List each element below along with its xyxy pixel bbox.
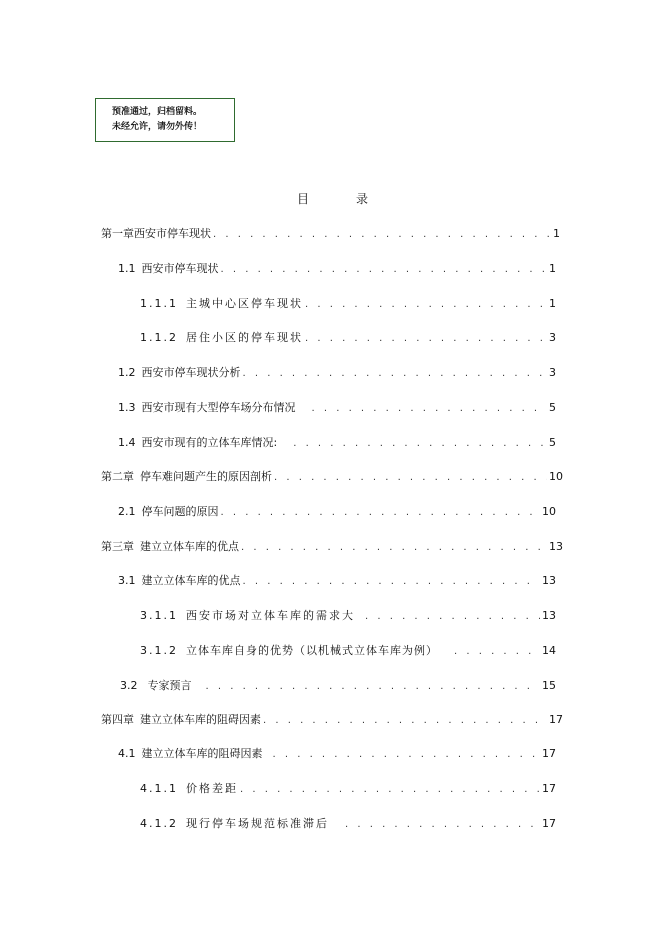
toc-entry-number: 1.1.1 — [140, 297, 178, 310]
toc-entry-title: 西安市停车现状 — [141, 262, 219, 275]
toc-entry-page: 13 — [542, 574, 556, 587]
toc-entry-title: 建立立体车库的阻碍因素 — [141, 747, 263, 760]
toc-entry-4-1[interactable] — [118, 746, 556, 762]
toc-entry-number: 3.1 — [118, 574, 136, 587]
toc-entry-page: 1 — [549, 297, 556, 310]
toc-dot-leader — [345, 818, 540, 832]
toc-entry-page: 13 — [549, 540, 563, 553]
toc-entry-page: 3 — [549, 366, 556, 379]
toc-entry-page: 17 — [549, 713, 563, 726]
toc-dot-leader — [241, 541, 547, 555]
toc-dot-leader — [305, 298, 547, 312]
toc-entry-title: 建立立体车库的优点 — [140, 540, 239, 553]
toc-entry-chapter-4[interactable] — [101, 712, 563, 728]
toc-entry-title: 停车问题的原因 — [141, 505, 219, 518]
toc-entry-page: 5 — [549, 436, 556, 449]
toc-entry-page: 17 — [542, 782, 556, 795]
toc-entry-chapter-2[interactable] — [101, 469, 563, 485]
toc-entry-number: 4.1.1 — [140, 782, 178, 795]
toc-dot-leader — [263, 714, 547, 728]
toc-entry-page: 14 — [542, 644, 556, 657]
toc-entry-3-1[interactable] — [118, 573, 556, 589]
toc-dot-leader — [273, 748, 541, 762]
toc-entry-page: 17 — [542, 747, 556, 760]
toc-entry-number: 3.1.2 — [140, 644, 178, 657]
toc-entry-page: 15 — [542, 679, 556, 692]
toc-entry-page: 13 — [542, 609, 556, 622]
toc-entry-1-4[interactable] — [118, 435, 556, 451]
toc-entry-3-2[interactable] — [120, 678, 556, 694]
toc-title-left: 目 — [297, 192, 310, 206]
toc-entry-page: 5 — [549, 401, 556, 414]
toc-dot-leader — [221, 263, 548, 277]
toc-entry-page: 10 — [542, 505, 556, 518]
toc-dot-leader — [243, 575, 541, 589]
toc-entry-title: 现行停车场规范标准滞后 — [186, 817, 329, 830]
toc-entry-title: 西安市现有大型停车场分布情况 — [141, 401, 296, 414]
toc-entry-number: 2.1 — [118, 505, 136, 518]
toc-entry-title: 西安市停车现状分析 — [141, 366, 241, 379]
toc-entry-number: 1.3 — [118, 401, 136, 414]
toc-entry-number: 第三章 — [101, 540, 134, 553]
toc-dot-leader — [206, 680, 541, 694]
toc-entry-title: 建立立体车库的优点 — [141, 574, 241, 587]
toc-entry-title: 西安市现有的立体车库情况: — [141, 436, 278, 449]
toc-entry-title: 居住小区的停车现状 — [186, 331, 303, 344]
toc-entry-number: 3.1.1 — [140, 609, 178, 622]
toc-entry-title: 西安市停车现状 — [134, 227, 211, 240]
toc-entry-page: 10 — [549, 470, 563, 483]
toc-dot-leader — [454, 645, 540, 659]
toc-entry-title: 主城中心区停车现状 — [186, 297, 303, 310]
toc-entry-title: 西安市场对立体车库的需求大 — [186, 609, 355, 622]
toc-entry-number: 第二章 — [101, 470, 134, 483]
toc-dot-leader — [213, 228, 551, 242]
toc-entry-title: 停车难问题产生的原因剖析 — [140, 470, 272, 483]
toc-entry-page: 1 — [549, 262, 556, 275]
toc-entry-1-3[interactable] — [118, 400, 556, 416]
toc-entry-1-2[interactable] — [118, 365, 556, 381]
toc-entry-page: 1 — [553, 227, 560, 240]
toc-entry-1-1-2[interactable] — [140, 330, 556, 346]
toc-dot-leader — [221, 506, 541, 520]
toc-entry-4-1-2[interactable] — [140, 816, 556, 832]
toc-entry-page: 17 — [542, 817, 556, 830]
toc-entry-1-1[interactable] — [118, 261, 556, 277]
toc-title-right: 录 — [356, 192, 369, 206]
toc-entry-2-1[interactable] — [118, 504, 556, 520]
toc-entry-chapter-1[interactable] — [101, 226, 560, 242]
toc-dot-leader — [365, 610, 540, 624]
toc-entry-title: 立体车库自身的优势（以机械式立体车库为例） — [186, 644, 438, 657]
toc-entry-number: 1.2 — [118, 366, 136, 379]
toc-dot-leader — [312, 402, 548, 416]
toc-entry-title: 专家预言 — [147, 679, 192, 692]
toc-entry-3-1-2[interactable] — [140, 643, 556, 659]
toc-entry-title: 建立立体车库的阻碍因素 — [140, 713, 261, 726]
toc-dot-leader — [305, 332, 547, 346]
notice-line-1: 预准通过，归档留料。 — [112, 107, 203, 117]
toc-entry-page: 3 — [549, 331, 556, 344]
toc-entry-number: 1.4 — [118, 436, 136, 449]
toc-entry-number: 1.1 — [118, 262, 136, 275]
toc-entry-number: 4.1.2 — [140, 817, 178, 830]
toc-dot-leader — [243, 367, 548, 381]
toc-entry-number: 第四章 — [101, 713, 134, 726]
toc-entry-1-1-1[interactable] — [140, 296, 556, 312]
toc-dot-leader — [293, 437, 547, 451]
toc-entry-number: 3.2 — [120, 679, 138, 692]
toc-entry-chapter-3[interactable] — [101, 539, 563, 555]
toc-entry-number: 4.1 — [118, 747, 136, 760]
toc-dot-leader — [240, 783, 540, 797]
toc-entry-3-1-1[interactable] — [140, 608, 556, 624]
notice-line-2: 未经允许，请勿外传！ — [112, 122, 203, 132]
toc-entry-4-1-1[interactable] — [140, 781, 556, 797]
toc-entry-number: 1.1.2 — [140, 331, 178, 344]
toc-entry-title: 价格差距 — [186, 782, 238, 795]
toc-dot-leader — [274, 471, 547, 485]
toc-entry-number: 第一章 — [101, 227, 134, 240]
